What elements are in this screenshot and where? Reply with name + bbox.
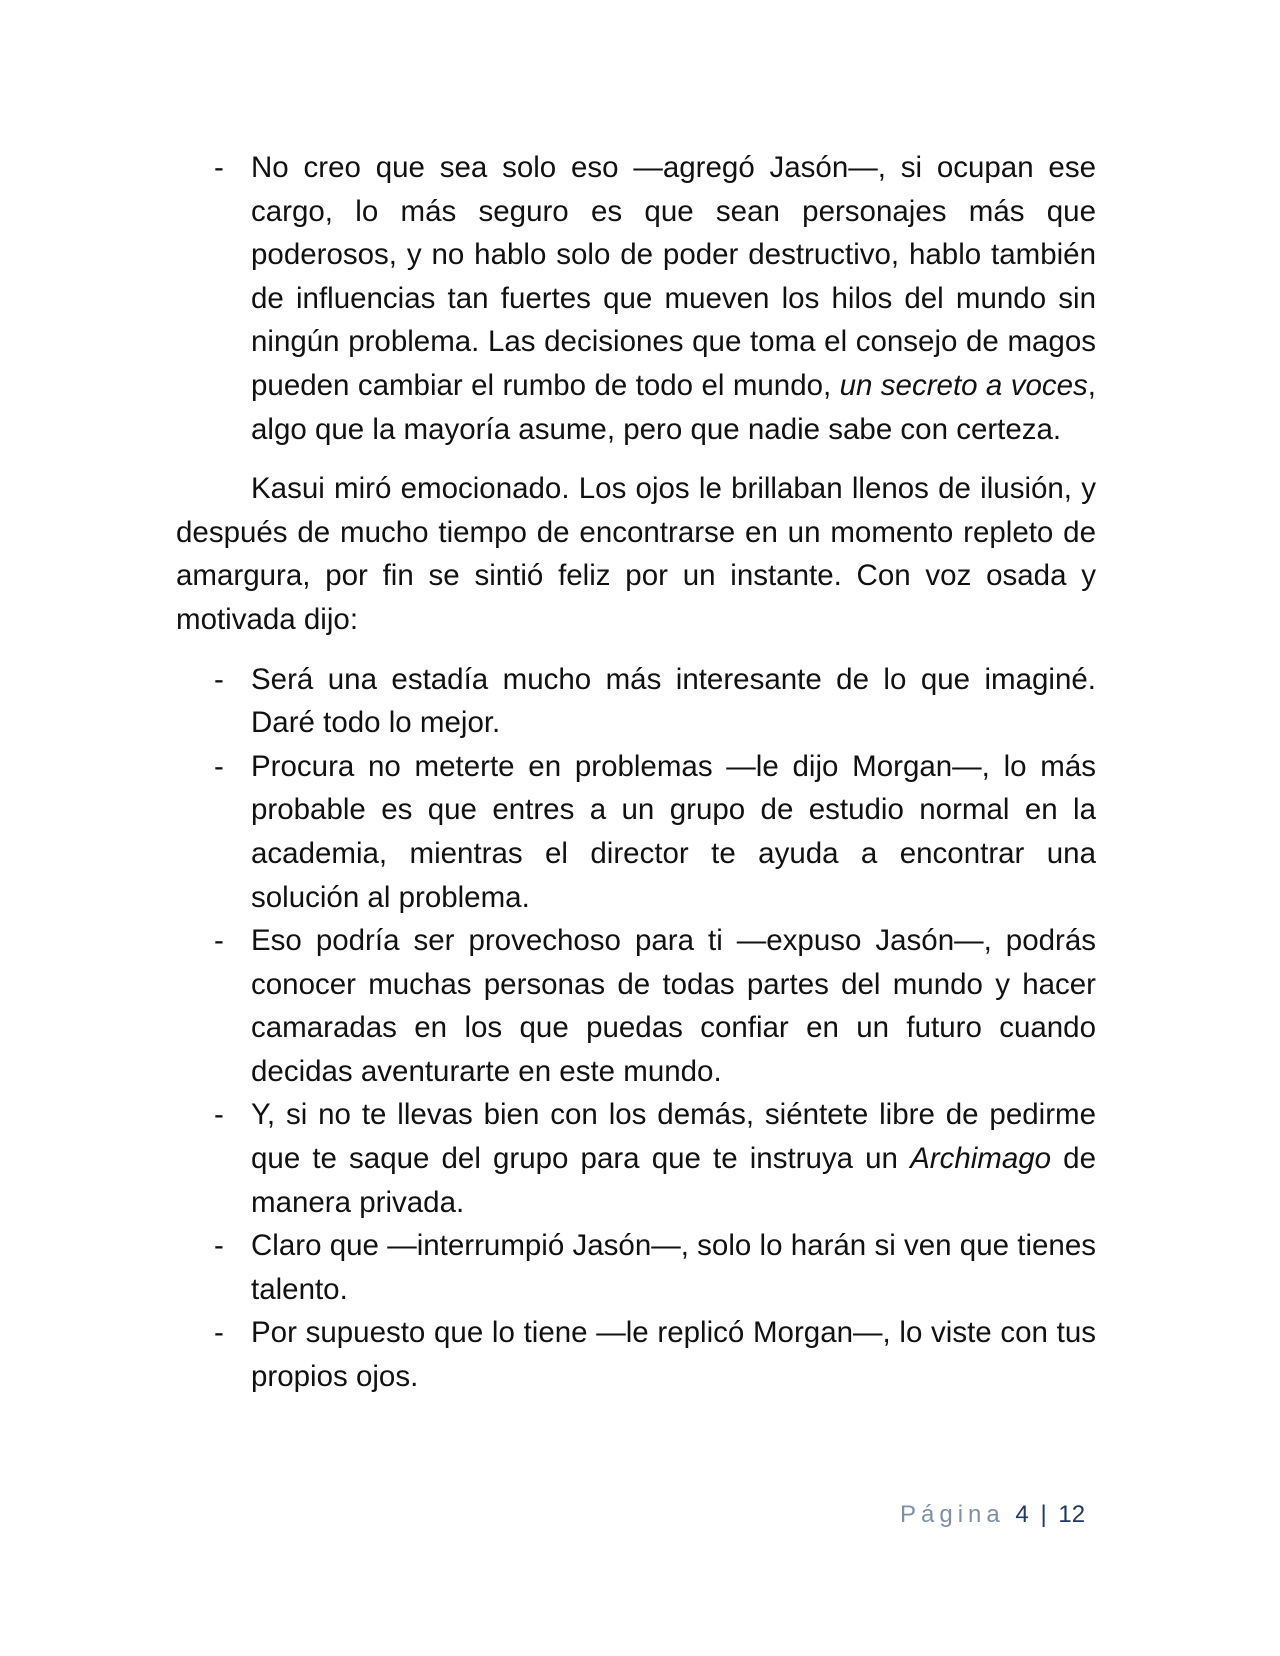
dialogue-dash: - — [214, 151, 224, 184]
footer-separator: | — [1040, 1501, 1047, 1528]
paragraph-gap — [176, 642, 1096, 658]
footer-page-label: Página — [900, 1501, 1005, 1528]
text-run: No creo que sea solo eso —agregó Jasón—, si ocupan ese cargo, lo más seguro es que sean personajes más que poderosos, y no hablo solo de poder destructivo, hablo también de influencias tan fuertes que mueven los hilos del mundo sin ningún problema. Las decisiones que toma el consejo de magos pueden cambiar el rumbo de todo el mundo, — [251, 151, 1096, 402]
dialogue-text — [251, 745, 1096, 919]
dialogue-text — [251, 146, 1096, 451]
italic-text-run: un secreto a voces — [839, 368, 1088, 402]
footer-page-number: 4 — [1015, 1501, 1029, 1528]
narrative-paragraph: Kasui miró emocionado. Los ojos le brillaban llenos de ilusión, y después de mucho tiempo de encontrarse en un momento repleto de amargura, por fin se sintió feliz por un instante. Con voz osada y motivada dijo: — [176, 472, 1096, 636]
dialogue-text — [251, 658, 1096, 745]
dialogue-dash: - — [214, 749, 224, 783]
text-run: Eso podría ser provechoso para ti —expuso Jasón—, podrás conocer muchas personas de todas partes del mundo y hacer camaradas en los que puedas confiar en un futuro cuando decidas aventurarte en este mundo. — [251, 924, 1096, 1088]
dialogue-dash: - — [214, 924, 224, 958]
text-run: Por supuesto que lo tiene —le replicó Morgan—, lo viste con tus propios ojos. — [251, 1316, 1096, 1394]
dialogue-dash: - — [214, 662, 224, 696]
dialogue-dash: - — [214, 1229, 224, 1263]
text-run: de manera privada. — [251, 1142, 1096, 1219]
dialogue-line — [176, 658, 1096, 745]
dialogue-line — [176, 919, 1096, 1093]
dialogue-dash: - — [214, 1098, 224, 1132]
dialogue-line — [176, 146, 1096, 451]
dialogue-text — [251, 919, 1096, 1093]
text-run: Y, si no te llevas bien con los demás, siéntete libre de pedirme que te saque del grupo para que te instruya un — [251, 1098, 1096, 1176]
footer-page-total: 12 — [1058, 1501, 1086, 1528]
dialogue-line — [176, 745, 1096, 919]
dialogue-text — [251, 1224, 1096, 1311]
page-footer — [900, 1500, 1085, 1530]
dialogue-line — [176, 1311, 1096, 1398]
paragraph-gap — [176, 451, 1096, 467]
text-run: Será una estadía mucho más interesante de lo que imaginé. Daré todo lo mejor. — [251, 662, 1096, 740]
text-run: , algo que la mayoría asume, pero que nadie sabe con certeza. — [251, 368, 1096, 446]
dialogue-text — [251, 1093, 1096, 1224]
dialogue-dash: - — [214, 1316, 224, 1350]
dialogue-line — [176, 1093, 1096, 1224]
dialogue-text — [251, 1311, 1096, 1398]
italic-text-run: Archimago — [910, 1142, 1052, 1176]
page-text — [176, 146, 1096, 1399]
text-run: Procura no meterte en problemas —le dijo Morgan—, lo más probable es que entres a un grupo de estudio normal en la academia, mientras el director te ayuda a encontrar una solución al problema. — [251, 749, 1096, 914]
text-run: Claro que —interrumpió Jasón—, solo lo harán si ven que tienes talento. — [251, 1229, 1096, 1306]
dialogue-line — [176, 1224, 1096, 1311]
